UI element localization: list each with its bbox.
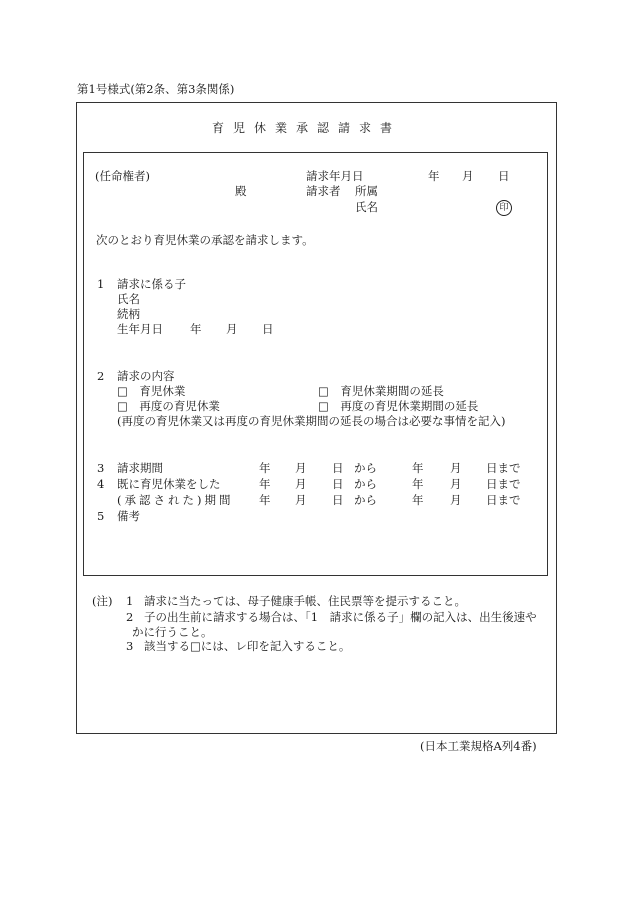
section4-label-line2: (承認された)期間 <box>117 493 234 507</box>
section3-label: 請求期間 <box>117 461 163 475</box>
section4-label-line1: 既に育児休業をした <box>117 477 221 491</box>
period-row2-year-to: 年 <box>412 477 424 491</box>
request-year-label: 年 <box>428 169 440 183</box>
period-row3-day-until: 日まで <box>486 493 521 507</box>
child-birth-label: 生年月日 <box>117 322 163 336</box>
note2-number: 2 <box>126 610 134 624</box>
child-birth-year: 年 <box>190 322 202 336</box>
notes-label: (注) <box>92 594 113 608</box>
period-row3-kara: から <box>354 493 377 507</box>
seal-icon: 印 <box>496 200 512 216</box>
section1-number: 1 <box>97 277 105 291</box>
period-row3-year-from: 年 <box>259 493 271 507</box>
section5-number: 5 <box>97 509 105 523</box>
note1-text: 請求に当たっては、母子健康手帳、住民票等を提示すること。 <box>144 594 466 608</box>
request-month-label: 月 <box>462 169 474 183</box>
option-repeat-leave[interactable]: □ 再度の育児休業 <box>117 399 220 413</box>
request-day-label: 日 <box>498 169 510 183</box>
requester-label: 請求者 <box>306 184 341 198</box>
period-row1-kara: から <box>354 461 377 475</box>
footer-standard: (日本工業規格A列4番) <box>420 739 537 753</box>
child-relation-label: 続柄 <box>117 307 140 321</box>
child-birth-month: 月 <box>226 322 238 336</box>
period-row2-day-from: 日 <box>332 477 344 491</box>
period-row1-year-from: 年 <box>259 461 271 475</box>
period-row2-day-until: 日まで <box>486 477 521 491</box>
dono-label: 殿 <box>235 184 247 198</box>
option-repeat-extension[interactable]: □ 再度の育児休業期間の延長 <box>318 399 479 413</box>
period-row1-day-from: 日 <box>332 461 344 475</box>
child-name-label: 氏名 <box>117 292 140 306</box>
period-row1-day-until: 日まで <box>486 461 521 475</box>
note1-number: 1 <box>126 594 134 608</box>
section5-label: 備考 <box>117 509 140 523</box>
period-row3-month-to: 月 <box>450 493 462 507</box>
intro-text: 次のとおり育児休業の承認を請求します。 <box>96 233 314 247</box>
period-row2-month-to: 月 <box>450 477 462 491</box>
section2-note: (再度の育児休業又は再度の育児休業期間の延長の場合は必要な事情を記入) <box>117 414 506 428</box>
period-row1-year-to: 年 <box>412 461 424 475</box>
section1-heading: 請求に係る子 <box>117 277 186 291</box>
period-row1-month-from: 月 <box>295 461 307 475</box>
note2-text-line2: かに行うこと。 <box>132 625 213 639</box>
inner-frame <box>83 152 548 576</box>
period-row3-year-to: 年 <box>412 493 424 507</box>
option-leave-extension[interactable]: □ 育児休業期間の延長 <box>318 384 444 398</box>
appointer-label: (任命権者) <box>95 169 150 183</box>
period-row3-day-from: 日 <box>332 493 344 507</box>
note2-text-line1: 子の出生前に請求する場合は、「1 請求に係る子」欄の記入は、出生後速や <box>144 610 537 624</box>
period-row2-month-from: 月 <box>295 477 307 491</box>
affiliation-label: 所属 <box>355 184 378 198</box>
period-row1-month-to: 月 <box>450 461 462 475</box>
request-date-label: 請求年月日 <box>306 169 364 183</box>
section2-number: 2 <box>97 369 105 383</box>
section4-number: 4 <box>97 477 105 491</box>
form-label: 第1号様式(第2条、第3条関係) <box>77 82 235 96</box>
note3-number: 3 <box>126 639 134 653</box>
period-row3-month-from: 月 <box>295 493 307 507</box>
name-label: 氏名 <box>355 200 378 214</box>
page-title: 育児休業承認請求書 <box>212 121 402 135</box>
section2-heading: 請求の内容 <box>117 369 175 383</box>
option-childcare-leave[interactable]: □ 育児休業 <box>117 384 186 398</box>
child-birth-day: 日 <box>262 322 274 336</box>
period-row2-kara: から <box>354 477 377 491</box>
section3-number: 3 <box>97 461 105 475</box>
note3-text: 該当する□には、レ印を記入すること。 <box>144 639 351 653</box>
period-row2-year-from: 年 <box>259 477 271 491</box>
